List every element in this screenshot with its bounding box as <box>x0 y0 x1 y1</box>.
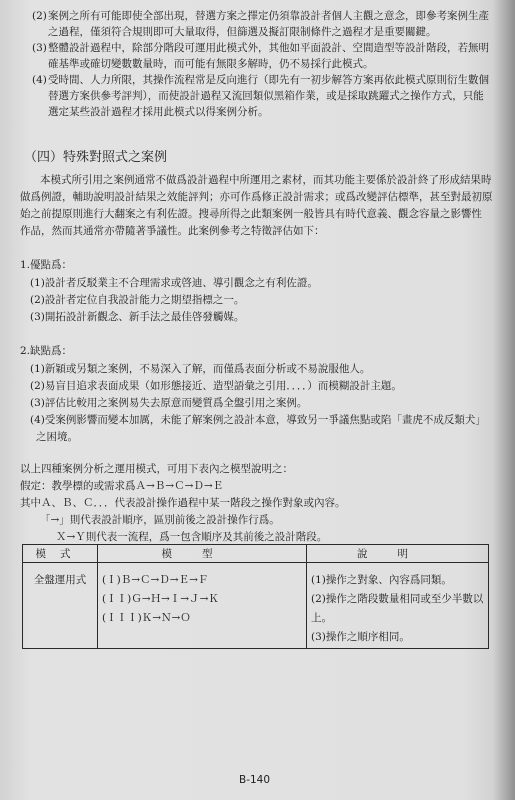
page-binding-shadow <box>493 0 515 800</box>
summary-line-1: 以上四種案例分析之運用模式，可用下表內之模型說明之： <box>20 463 293 475</box>
cell-mode: 全盤運用式 <box>23 563 98 649</box>
header-mode: 模式 <box>23 545 98 563</box>
section-paragraph-line-3: 始之前提原則進行大翻案之有利佐證。搜尋所得之此類案例一般皆具有時代意義、觀念容量之影響性 <box>20 208 482 220</box>
summary-line-3: 其中Ａ、Ｂ、Ｃ．．．代表設計操作過程中某一階段之操作對象或內容。 <box>20 497 346 509</box>
header-description: 說明 <box>307 545 489 563</box>
table-header-row <box>23 545 489 563</box>
section-paragraph-line-1: 本模式所引用之案例通常不做爲設計過程中所運用之素材，而其功能主要係於設計終了形成結果時 <box>40 174 492 186</box>
disadvantage-item-4: (4)受案例影響而變本加厲，未能了解案例之設計本意，導致另一爭議焦點或陷「畫虎不成反類犬」 <box>30 414 486 426</box>
intro-item-3-line-1: 整體設計過程中，除部分階段可運用此模式外，其他如平面設計、空間造型等設計階段，若無明 <box>48 42 489 54</box>
page-number: B-140 <box>239 774 271 786</box>
intro-item-2-line-1: 案例之所有可能即使全部出現，替選方案之擇定仍須靠設計者個人主觀之意念，即參考案例生產 <box>48 10 489 22</box>
section-paragraph-line-2: 做爲例證，輔助說明設計結果之效能評判；亦可作爲修正設計需求；或爲改變評估標準，甚至對最初原 <box>20 191 493 203</box>
section-title: （四）特殊對照式之案例 <box>24 150 168 165</box>
note-1: (1)操作之對象、內容爲同類。 <box>311 574 452 586</box>
table-row <box>23 563 489 649</box>
section-paragraph-line-4: 作品，然而其通常亦帶隨著爭議性。此案例參考之特徵評估如下： <box>20 225 325 237</box>
advantage-item-3: (3)開拓設計新觀念、新手法之最佳啓發觸媒。 <box>30 311 245 323</box>
intro-item-3-line-2: 確基準或確切變數數量時，而可能有無限多解時，仍不易採行此模式。 <box>48 58 374 70</box>
intro-item-4-line-3: 選定某些設計過程才採用此模式以得案例分析。 <box>48 106 269 118</box>
model-table <box>22 544 489 649</box>
intro-item-4-line-2: 替選方案供參考評判），而使設計過程又流回類似黑箱作業，或是採取跳躍式之操作方式，只能 <box>48 90 484 102</box>
advantage-item-1: (1)設計者反駁業主不合理需求或啓迪、導引觀念之有利佐證。 <box>30 277 318 289</box>
disadvantage-item-3: (3)評估比較用之案例易失去原意而變質爲全盤引用之案例。 <box>30 397 308 409</box>
disadvantage-item-4-continued: 之困境。 <box>36 431 78 443</box>
model-3: (ＩＩＩ)Ｋ→Ｎ→Ｏ <box>102 612 191 624</box>
intro-item-2-number: (2) <box>32 10 47 22</box>
advantage-item-2: (2)設計者定位自我設計能力之期望指標之一。 <box>30 294 245 306</box>
header-model: 模型 <box>98 545 307 563</box>
advantages-heading: 1.優點爲： <box>20 259 73 271</box>
disadvantage-item-2: (2)易盲目追求表面成果（如形態接近、造型語彙之引用．．．．）而模糊設計主題。 <box>30 380 402 392</box>
summary-line-4: 「→」則代表設計順序，區別前後之設計操作行爲。 <box>40 514 280 526</box>
disadvantage-item-1: (1)新穎或另類之案例，不易深入了解，而僅爲表面分析或不易說服他人。 <box>30 363 371 375</box>
cell-models <box>98 563 307 649</box>
model-2: (ＩＩ)Ｇ→Ｈ→Ｉ→Ｊ→Ｋ <box>102 593 219 605</box>
summary-line-2: 假定：教學標的或需求爲Ａ→Ｂ→Ｃ→Ｄ→Ｅ <box>20 480 224 492</box>
intro-item-4-line-1: 受時間、人力所限，其操作流程常是反向進行（即先有一初步解答方案再依此模式原則衍生數個 <box>48 74 489 86</box>
intro-item-3-number: (3) <box>32 42 47 54</box>
note-3: (3)操作之順序相同。 <box>311 631 410 643</box>
model-1: (Ｉ)Ｂ→Ｃ→Ｄ→Ｅ→Ｆ <box>102 574 209 586</box>
summary-line-5: Ｘ→Ｙ則代表一流程，爲一包含順序及其前後之設計階段。 <box>56 531 328 543</box>
note-2: (2)操作之階段數量相同或至少半數以上。 <box>311 593 484 624</box>
cell-notes <box>307 563 489 649</box>
disadvantages-heading: 2.缺點爲： <box>20 345 73 357</box>
intro-item-4-number: (4) <box>32 74 47 86</box>
intro-item-2-line-2: 之過程，僅須符合規則即可大量取得，但篩選及擬訂限制條件之過程才是重要關鍵。 <box>48 26 437 38</box>
